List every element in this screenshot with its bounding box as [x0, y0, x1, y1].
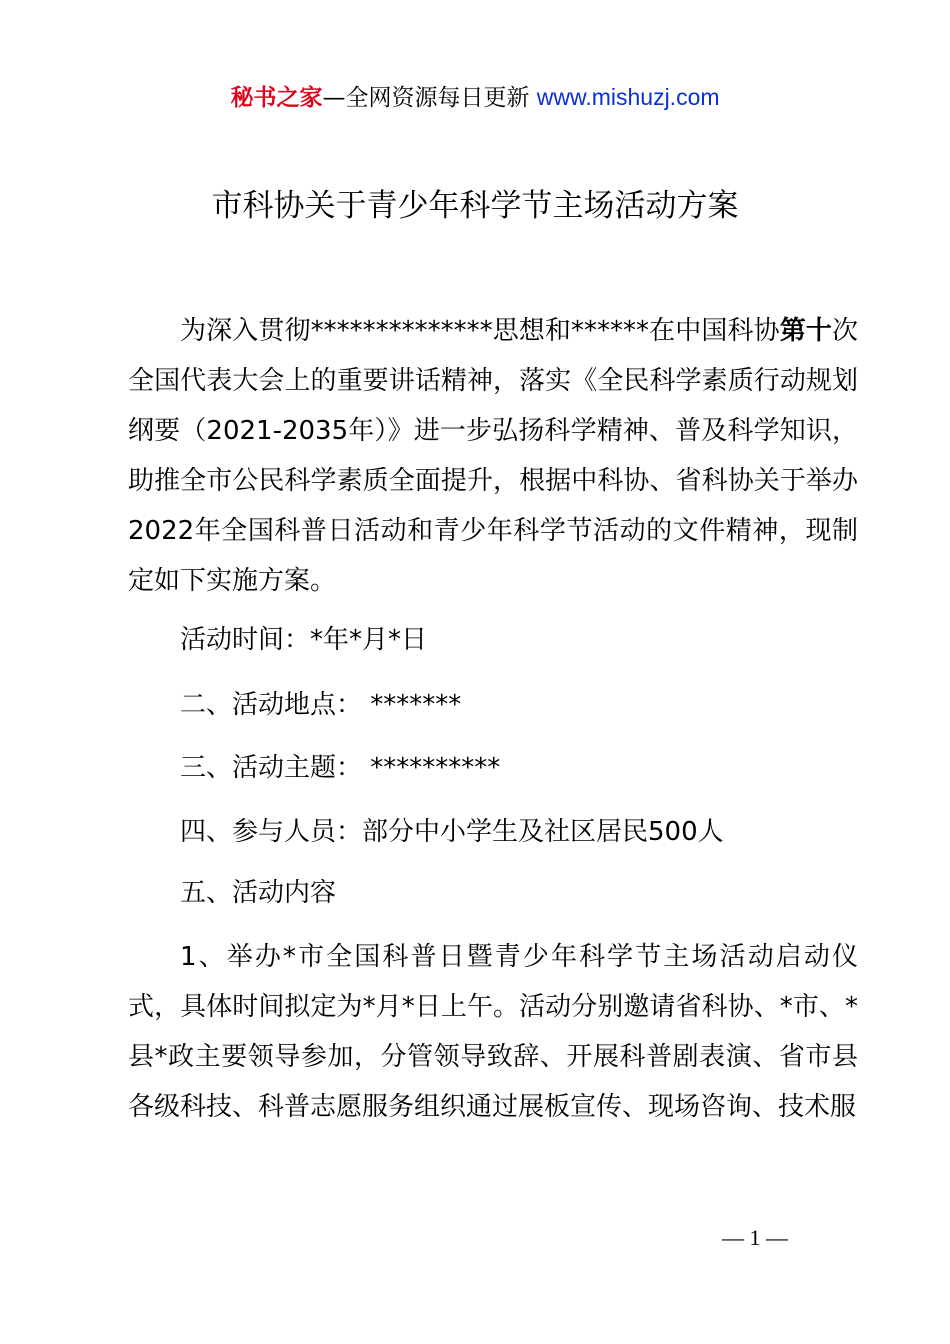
activity-theme: 三、活动主题： ********** [180, 753, 501, 783]
activity-participants: 四、参与人员：部分中小学生及社区居民500人 [180, 817, 724, 847]
document-title: 市科协关于青少年科学节主场活动方案 [211, 188, 739, 224]
activity-time: 活动时间：*年*月*日 [180, 625, 428, 655]
site-tagline: —全网资源每日更新 [322, 85, 537, 111]
intro-bold-text: 第十 [779, 316, 832, 346]
intro-paragraph [128, 306, 858, 606]
activity-content-heading: 五、活动内容 [180, 878, 337, 908]
site-brand: 秘书之家 [230, 85, 323, 111]
site-header [0, 80, 950, 115]
content-item-1: 1、举办*市全国科普日暨青少年科学节主场活动启动仪式，具体时间拟定为*月*日上午。活动分别邀请省科协、*市、*县*政主要领导参加，分管领导致辞、开展科普剧表演、省市县各级科技、科普志愿服务组织通过展板宣传、现场咨询、技术服 [128, 942, 858, 1122]
activity-place: 二、活动地点： ******* [180, 690, 462, 720]
intro-text-part2: 次全国代表大会上的重要讲话精神，落实《全民科学素质行动规划纲要（2021-2035年）》进一步弘扬科学精神、普及科学知识，助推全市公民科学素质全面提升，根据中科协、省科协关于举办2022年全国科普日活动和青少年科学节活动的文件精神，现制定如下实施方案。 [128, 316, 858, 596]
site-url-link[interactable]: www.mishuzj.com [536, 84, 720, 110]
page-number: — 1 — [722, 1225, 788, 1250]
intro-text-part1: 为深入贯彻**************思想和******在中国科协 [180, 316, 780, 346]
